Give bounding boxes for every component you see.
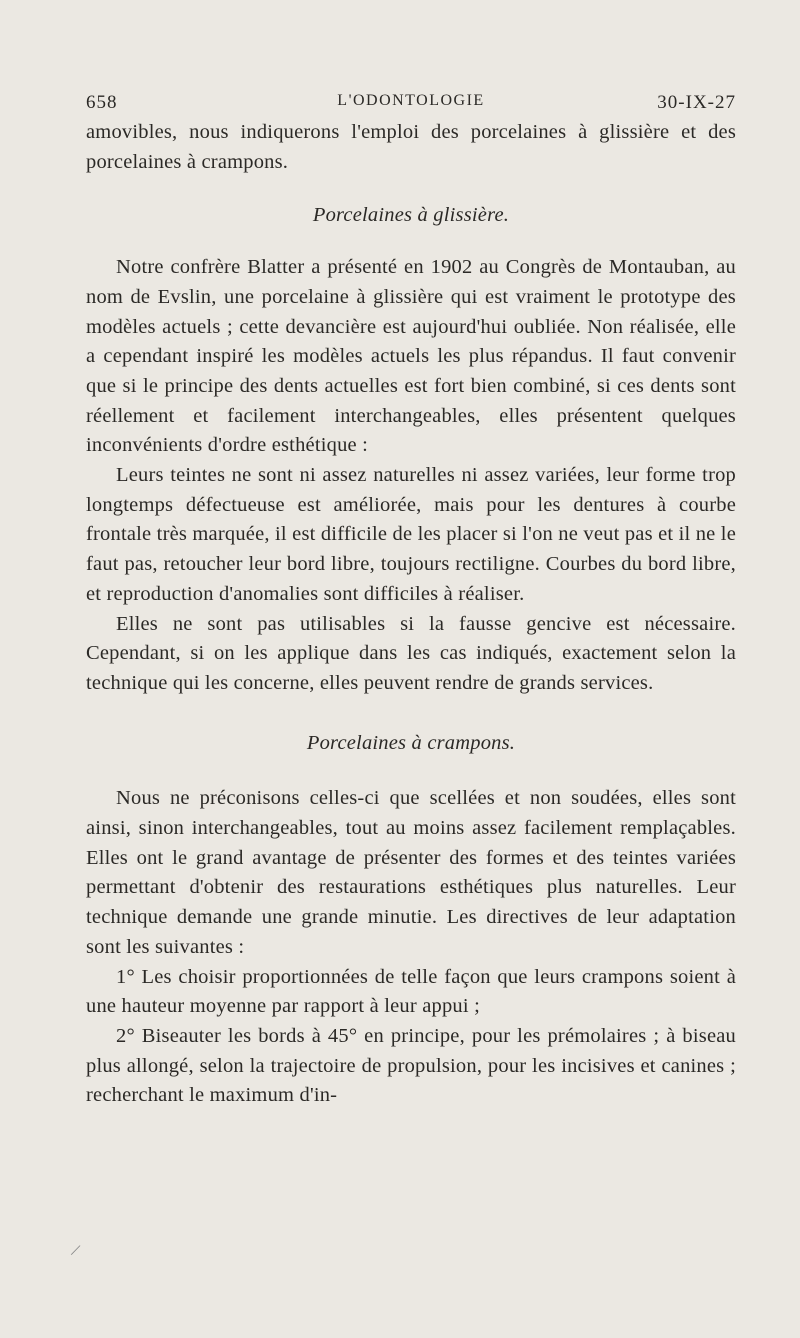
stray-pencil-mark: /	[69, 1239, 83, 1261]
journal-title: L'ODONTOLOGIE	[337, 92, 485, 109]
page-number: 658	[86, 92, 118, 113]
intro-paragraph: amovibles, nous indiquerons l'emploi des porcelaines à glissière et des porcelaines à crampons.	[86, 121, 736, 173]
list-item: 1° Les choisir proportionnées de telle façon que leurs crampons soient à une hauteur moyenne par rapport à leur appui ;	[86, 965, 736, 1018]
list-item: 2° Biseauter les bords à 45° en principe, pour les prémolaires ; à biseau plus allongé, selon la trajectoire de propulsion, pour les incisives et canines ; recherchant le maximum d'in-	[86, 1024, 736, 1107]
paragraph: Notre confrère Blatter a présenté en 1902 au Congrès de Montauban, au nom de Evslin, une porcelaine à glissière qui est vraiment le prototype des modèles actuels ; cette devancière est aujourd'hui oubliée. Non réalisée, elle a cependant inspiré les modèles actuels les plus répandus. Il faut convenir que si le principe des dents actuelles est fort bien combiné, si ces dents sont réellement et facilement interchangeables, elles présentent quelques inconvénients d'ordre esthétique :	[86, 256, 736, 457]
paragraph: Elles ne sont pas utilisables si la fausse gencive est nécessaire. Cependant, si on les applique dans les cas indiqués, exactement selon la technique qui les concerne, elles peuvent rendre de grands services.	[86, 612, 736, 694]
article-body	[86, 118, 736, 1111]
section-heading-crampons: Porcelaines à crampons.	[306, 731, 516, 754]
running-header	[86, 82, 736, 118]
section-heading-glissiere: Porcelaines à glissière.	[312, 204, 510, 227]
paragraph: Leurs teintes ne sont ni assez naturelles ni assez variées, leur forme trop longtemps défectueuse est améliorée, mais pour les dentures à courbe frontale très marquée, il est difficile de les placer si l'on ne veut pas et il ne le faut pas, retoucher leur bord libre, toujours rectiligne. Courbes du bord libre, et reproduction d'anomalies sont difficiles à réaliser.	[86, 464, 736, 605]
paragraph: Nous ne préconisons celles-ci que scellées et non soudées, elles sont ainsi, sinon interchangeables, tout au moins assez facilement remplaçables. Elles ont le grand avantage de présenter des formes et des teintes variées permettant d'obtenir des restaurations esthétiques plus naturelles. Leur technique demande une grande minutie. Les directives de leur adaptation sont les suivantes :	[86, 787, 736, 958]
issue-date: 30-IX-27	[657, 92, 736, 113]
book-page	[86, 82, 736, 1111]
